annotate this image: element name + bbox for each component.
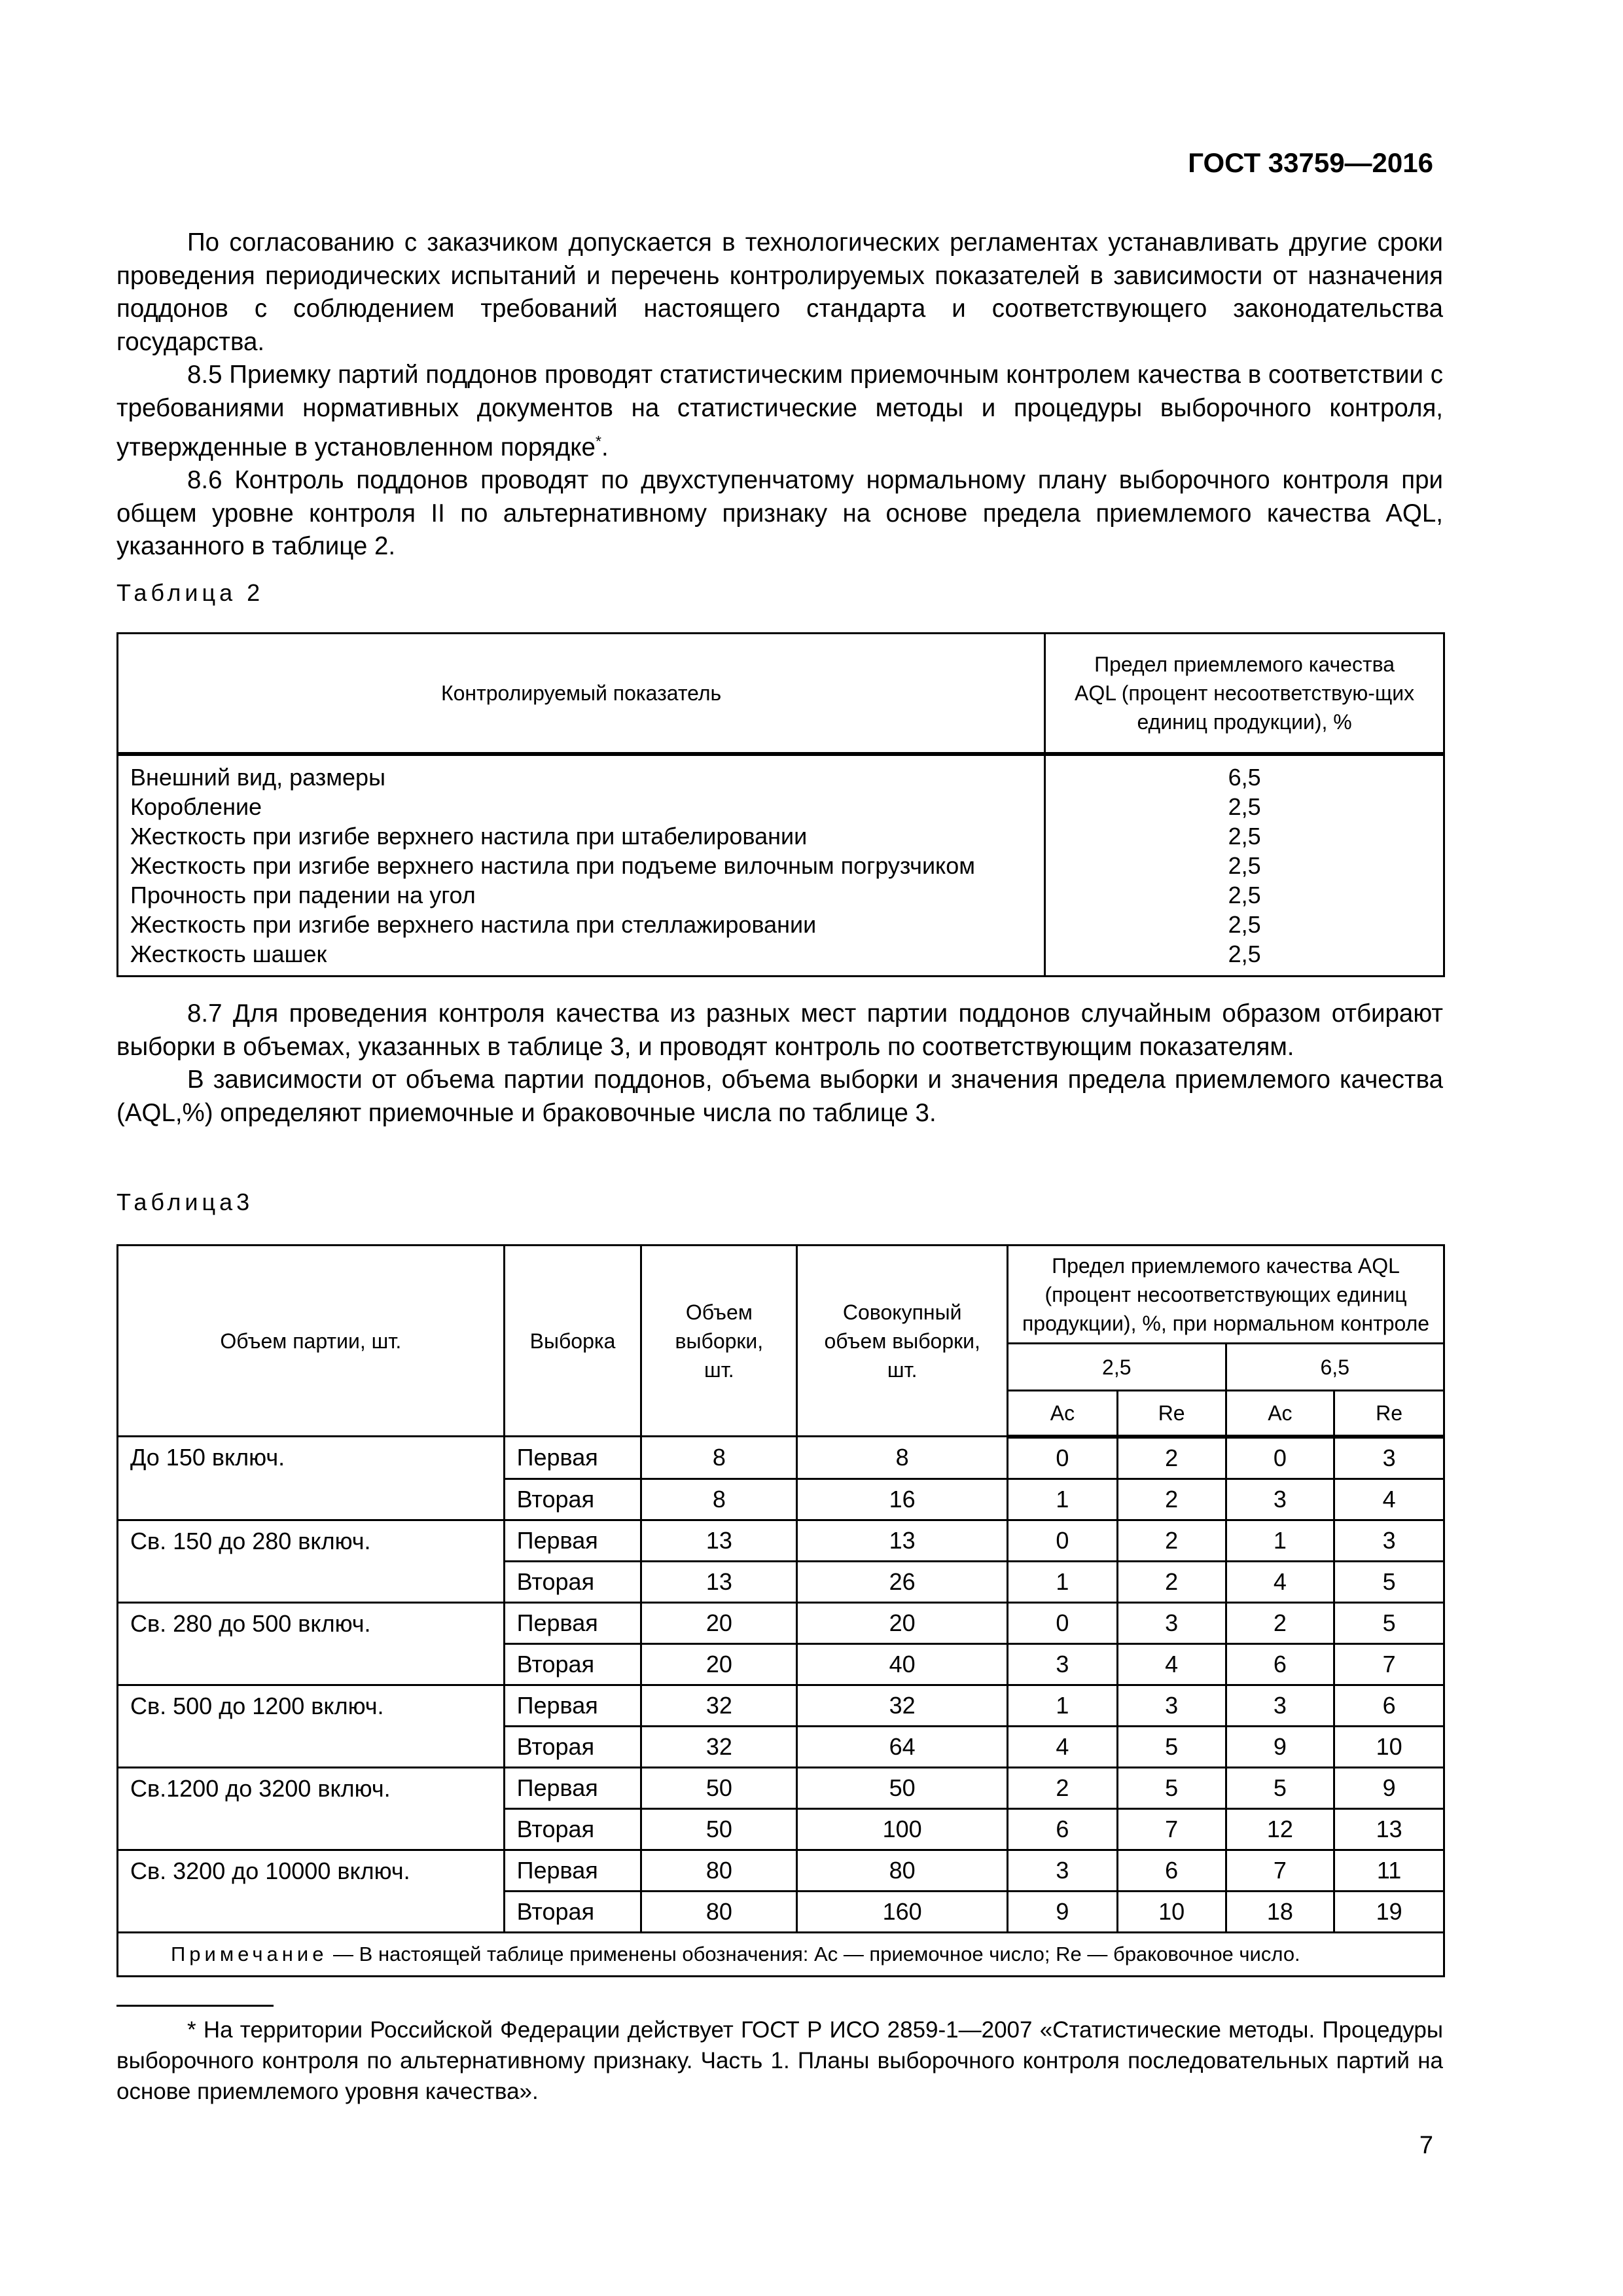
lot-size: Св. 3200 до 10000 включ. xyxy=(118,1850,505,1932)
table-aql-by-indicator xyxy=(116,632,1445,977)
header-cumulative-size: Совокупный объем выборки, шт. xyxy=(797,1246,1008,1437)
re-aql-6-5: 9 xyxy=(1334,1767,1444,1808)
paragraph-8-7: 8.7 Для проведения контроля качества из разных мест партии поддонов случайным образом отбирают выборки в объемах, указанных в таблице 3, и проводят контроль по соответствующим показателям. xyxy=(116,999,1443,1061)
cumulative-size: 100 xyxy=(797,1808,1008,1850)
cumulative-size: 13 xyxy=(797,1520,1008,1561)
re-aql-2-5: 5 xyxy=(1117,1726,1226,1767)
table2-indicator: Внешний вид, размеры xyxy=(130,764,385,791)
re-aql-2-5: 7 xyxy=(1117,1808,1226,1850)
intro-text xyxy=(116,226,1443,564)
lot-size: До 150 включ. xyxy=(118,1437,505,1520)
re-aql-6-5: 19 xyxy=(1334,1891,1444,1932)
table2-aql-value: 2,5 xyxy=(1228,882,1261,908)
ac-aql-6-5: 4 xyxy=(1226,1561,1334,1602)
ac-aql-6-5: 3 xyxy=(1226,1685,1334,1726)
sample-stage: Первая xyxy=(504,1850,641,1891)
cumulative-size: 64 xyxy=(797,1726,1008,1767)
sample-size: 50 xyxy=(641,1808,797,1850)
cumulative-size: 80 xyxy=(797,1850,1008,1891)
ac-aql-6-5: 9 xyxy=(1226,1726,1334,1767)
sample-size: 50 xyxy=(641,1767,797,1808)
ac-aql-2-5: 1 xyxy=(1008,1685,1118,1726)
re-aql-2-5: 2 xyxy=(1117,1520,1226,1561)
ac-aql-6-5: 3 xyxy=(1226,1479,1334,1520)
table2-indicator: Прочность при падении на угол xyxy=(130,882,476,908)
footnote-text: * На территории Российской Федерации действует ГОСТ Р ИСО 2859-1—2007 «Статистические методы. Процедуры выборочного контроля по альтернативному признаку. Часть 1. Планы выборочного контроля последовательных партий на основе приемлемого уровня качества». xyxy=(116,2017,1443,2104)
re-aql-6-5: 4 xyxy=(1334,1479,1444,1520)
sample-size: 13 xyxy=(641,1520,797,1561)
ac-aql-6-5: 1 xyxy=(1226,1520,1334,1561)
sample-stage: Вторая xyxy=(504,1561,641,1602)
ac-aql-2-5: 4 xyxy=(1008,1726,1118,1767)
table2-indicator: Жесткость при изгибе верхнего настила при стеллажировании xyxy=(130,911,817,938)
re-aql-2-5: 2 xyxy=(1117,1479,1226,1520)
table2-caption: Таблица 2 xyxy=(116,579,264,606)
sample-size: 8 xyxy=(641,1437,797,1479)
paragraph-depending: В зависимости от объема партии поддонов, объема выборки и значения предела приемлемого качества (AQL,%) определяют приемочные и браковочные числа по таблице 3. xyxy=(116,1066,1443,1127)
ac-aql-6-5: 6 xyxy=(1226,1643,1334,1685)
table2-aql-value: 2,5 xyxy=(1228,941,1261,967)
cumulative-size: 16 xyxy=(797,1479,1008,1520)
table2-aql-column xyxy=(1045,754,1444,977)
sample-size: 32 xyxy=(641,1685,797,1726)
re-aql-6-5: 3 xyxy=(1334,1520,1444,1561)
middle-text xyxy=(116,997,1443,1130)
re-aql-6-5: 5 xyxy=(1334,1561,1444,1602)
table2-header-indicator: Контролируемый показатель xyxy=(118,634,1045,755)
note-text: — В настоящей таблице применены обозначения: Ac — приемочное число; Re — браковочное число. xyxy=(327,1942,1300,1965)
table2-aql-value: 6,5 xyxy=(1228,764,1261,791)
sample-stage: Вторая xyxy=(504,1643,641,1685)
footnote-reference: * xyxy=(595,433,601,450)
header-aql-group: Предел приемлемого качества AQL (процент несоответствующих единиц продукции), %, при нормальном контроле xyxy=(1008,1246,1444,1344)
re-aql-2-5: 6 xyxy=(1117,1850,1226,1891)
sample-stage: Первая xyxy=(504,1437,641,1479)
cumulative-size: 26 xyxy=(797,1561,1008,1602)
ac-aql-6-5: 12 xyxy=(1226,1808,1334,1850)
ac-aql-2-5: 6 xyxy=(1008,1808,1118,1850)
table2-aql-value: 2,5 xyxy=(1228,852,1261,879)
table2-indicator-column xyxy=(118,754,1045,977)
table3-caption: Таблица3 xyxy=(116,1189,254,1215)
header-re: Re xyxy=(1334,1391,1444,1437)
ac-aql-6-5: 2 xyxy=(1226,1602,1334,1643)
paragraph-agreement: По согласованию с заказчиком допускается в технологических регламентах устанавливать другие сроки проведения периодических испытаний и перечень контролируемых показателей в зависимости от назначения поддонов с соблюдением требований настоящего стандарта и соответствующего законодательства государства. xyxy=(116,228,1443,356)
lot-size: Св. 500 до 1200 включ. xyxy=(118,1685,505,1767)
re-aql-6-5: 7 xyxy=(1334,1643,1444,1685)
header-aql-2-5: 2,5 xyxy=(1008,1344,1226,1391)
header-sample-size: Объем выборки, шт. xyxy=(641,1246,797,1437)
cumulative-size: 32 xyxy=(797,1685,1008,1726)
ac-aql-6-5: 18 xyxy=(1226,1891,1334,1932)
re-aql-2-5: 4 xyxy=(1117,1643,1226,1685)
header-ac: Ac xyxy=(1008,1391,1118,1437)
ac-aql-2-5: 3 xyxy=(1008,1643,1118,1685)
ac-aql-2-5: 1 xyxy=(1008,1479,1118,1520)
table-row xyxy=(118,1520,1444,1561)
lot-size: Св.1200 до 3200 включ. xyxy=(118,1767,505,1850)
note-label: Примечание xyxy=(171,1942,328,1965)
header-aql-6-5: 6,5 xyxy=(1226,1344,1444,1391)
re-aql-6-5: 6 xyxy=(1334,1685,1444,1726)
ac-aql-6-5: 5 xyxy=(1226,1767,1334,1808)
re-aql-2-5: 2 xyxy=(1117,1561,1226,1602)
cumulative-size: 40 xyxy=(797,1643,1008,1685)
ac-aql-2-5: 0 xyxy=(1008,1602,1118,1643)
header-stage: Выборка xyxy=(504,1246,641,1437)
re-aql-6-5: 11 xyxy=(1334,1850,1444,1891)
table2-header-aql: Предел приемлемого качества AQL (процент несоответствую-щих единиц продукции), % xyxy=(1045,634,1444,755)
page-number: 7 xyxy=(1419,2132,1433,2159)
sample-stage: Первая xyxy=(504,1520,641,1561)
re-aql-2-5: 10 xyxy=(1117,1891,1226,1932)
cumulative-size: 50 xyxy=(797,1767,1008,1808)
ac-aql-2-5: 9 xyxy=(1008,1891,1118,1932)
table-row xyxy=(118,1602,1444,1643)
footnote xyxy=(116,2015,1443,2107)
re-aql-6-5: 13 xyxy=(1334,1808,1444,1850)
table-row xyxy=(118,1767,1444,1808)
lot-size: Св. 150 до 280 включ. xyxy=(118,1520,505,1602)
ac-aql-6-5: 0 xyxy=(1226,1437,1334,1479)
table-sampling-plan xyxy=(116,1244,1445,1977)
table-row xyxy=(118,1685,1444,1726)
sample-size: 32 xyxy=(641,1726,797,1767)
paragraph-8-5-text: 8.5 Приемку партий поддонов проводят статистическим приемочным контролем качества в соответствии с требованиями нормативных документов на статистические методы и процедуры выборочного контроля, утвержденные в установленном порядке xyxy=(116,361,1443,461)
table2-indicator: Коробление xyxy=(130,793,262,820)
header-ac: Ac xyxy=(1226,1391,1334,1437)
ac-aql-6-5: 7 xyxy=(1226,1850,1334,1891)
lot-size: Св. 280 до 500 включ. xyxy=(118,1602,505,1685)
re-aql-6-5: 5 xyxy=(1334,1602,1444,1643)
ac-aql-2-5: 0 xyxy=(1008,1437,1118,1479)
table-note-row xyxy=(118,1932,1444,1976)
re-aql-6-5: 3 xyxy=(1334,1437,1444,1479)
ac-aql-2-5: 0 xyxy=(1008,1520,1118,1561)
sample-stage: Вторая xyxy=(504,1808,641,1850)
sample-stage: Первая xyxy=(504,1685,641,1726)
re-aql-2-5: 5 xyxy=(1117,1767,1226,1808)
sample-size: 80 xyxy=(641,1891,797,1932)
ac-aql-2-5: 2 xyxy=(1008,1767,1118,1808)
table2-aql-value: 2,5 xyxy=(1228,911,1261,938)
re-aql-2-5: 3 xyxy=(1117,1602,1226,1643)
re-aql-2-5: 2 xyxy=(1117,1437,1226,1479)
sample-stage: Вторая xyxy=(504,1891,641,1932)
sample-size: 8 xyxy=(641,1479,797,1520)
sample-stage: Первая xyxy=(504,1767,641,1808)
cumulative-size: 160 xyxy=(797,1891,1008,1932)
table2-aql-value: 2,5 xyxy=(1228,793,1261,820)
sample-size: 20 xyxy=(641,1602,797,1643)
table-row xyxy=(118,1437,1444,1479)
table-note xyxy=(118,1932,1444,1976)
cumulative-size: 20 xyxy=(797,1602,1008,1643)
paragraph-8-5: 8.5 Приемку партий поддонов проводят статистическим приемочным контролем качества в соответствии с требованиями нормативных документов на статистические методы и процедуры выборочного контроля, утвержденные в установленном порядке*. xyxy=(116,361,1443,461)
re-aql-6-5: 10 xyxy=(1334,1726,1444,1767)
ac-aql-2-5: 3 xyxy=(1008,1850,1118,1891)
table2-indicator: Жесткость шашек xyxy=(130,941,327,967)
footnote-divider xyxy=(116,2005,274,2007)
header-lot-size: Объем партии, шт. xyxy=(118,1246,505,1437)
sample-size: 20 xyxy=(641,1643,797,1685)
document-code: ГОСТ 33759—2016 xyxy=(1188,147,1433,178)
table2-aql-value: 2,5 xyxy=(1228,823,1261,850)
table2-indicator: Жесткость при изгибе верхнего настила при штабелировании xyxy=(130,823,808,850)
sample-stage: Вторая xyxy=(504,1479,641,1520)
cumulative-size: 8 xyxy=(797,1437,1008,1479)
sample-size: 13 xyxy=(641,1561,797,1602)
table-row xyxy=(118,1850,1444,1891)
ac-aql-2-5: 1 xyxy=(1008,1561,1118,1602)
sample-size: 80 xyxy=(641,1850,797,1891)
sample-stage: Вторая xyxy=(504,1726,641,1767)
re-aql-2-5: 3 xyxy=(1117,1685,1226,1726)
table2-indicator: Жесткость при изгибе верхнего настила при подъеме вилочным погрузчиком xyxy=(130,852,975,879)
paragraph-8-6: 8.6 Контроль поддонов проводят по двухступенчатому нормальному плану выборочного контроля при общем уровне контроля II по альтернативному признаку на основе предела приемлемого качества AQL, указанного в таблице 2. xyxy=(116,466,1443,561)
header-re: Re xyxy=(1117,1391,1226,1437)
sample-stage: Первая xyxy=(504,1602,641,1643)
